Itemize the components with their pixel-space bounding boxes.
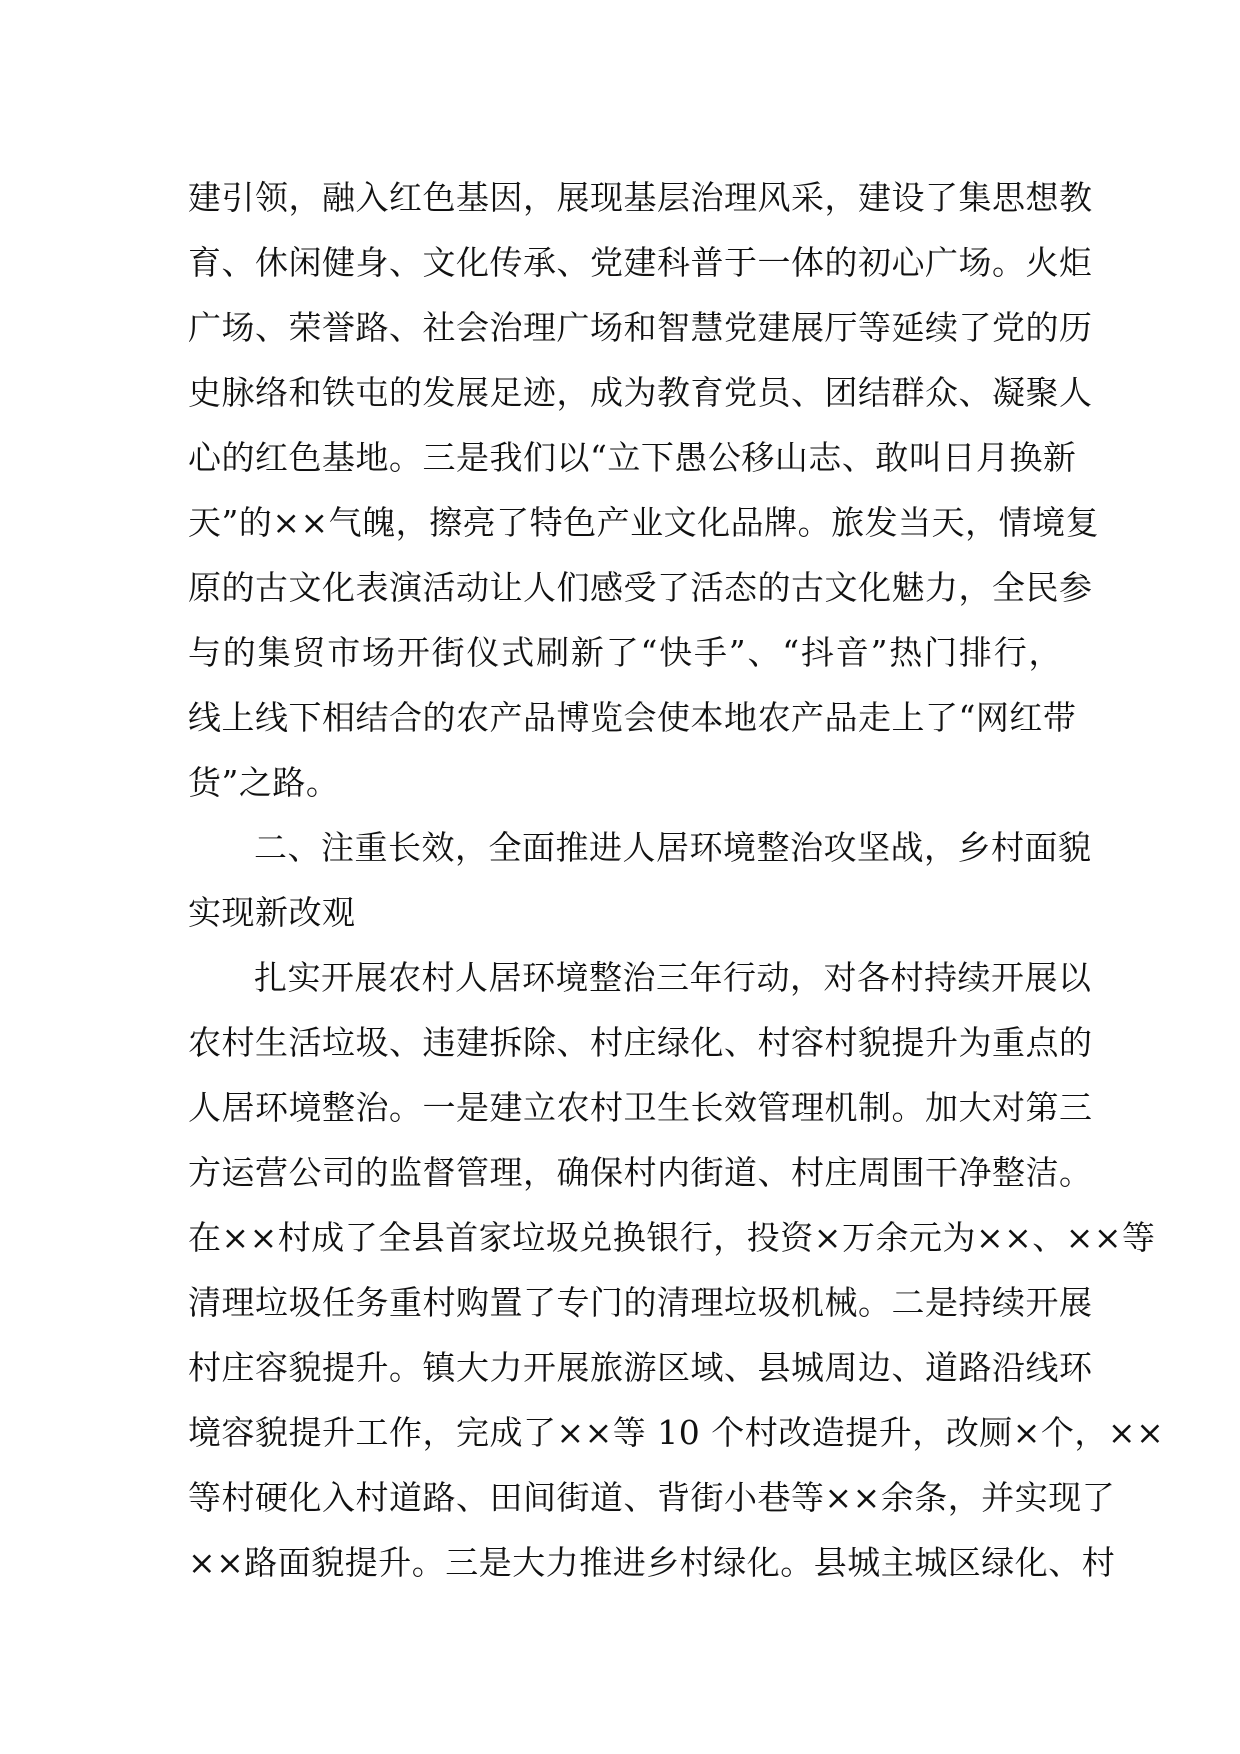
text-line: 育、休闲健身、文化传承、党建科普于一体的初心广场。火炬 — [188, 243, 1093, 282]
text-line: 在××村成了全县首家垃圾兑换银行，投资×万余元为××、××等 — [188, 1218, 1156, 1257]
text-line: 等村硬化入村道路、田间街道、背街小巷等××余条，并实现了 — [188, 1478, 1116, 1517]
body-text — [188, 165, 1165, 1595]
text-line: 扎实开展农村人居环境整治三年行动，对各村持续开展以 — [254, 958, 1092, 997]
text-line: 实现新改观 — [188, 893, 356, 932]
text-line: 方运营公司的监督管理，确保村内街道、村庄周围干净整洁。 — [188, 1153, 1093, 1192]
text-line: 境容貌提升工作，完成了××等 10 个村改造提升，改厕×个，×× — [188, 1413, 1165, 1452]
text-line: 建引领，融入红色基因，展现基层治理风采，建设了集思想教 — [188, 178, 1093, 217]
text-line: 农村生活垃圾、违建拆除、村庄绿化、村容村貌提升为重点的 — [188, 1023, 1093, 1062]
text-line: 与的集贸市场开街仪式刷新了“快手”、“抖音”热门排行， — [188, 633, 1062, 672]
text-line: 线上线下相结合的农产品博览会使本地农产品走上了“网红带 — [188, 698, 1077, 737]
text-line: ××路面貌提升。三是大力推进乡村绿化。县城主城区绿化、村 — [188, 1543, 1116, 1582]
text-line: 天”的××气魄，擦亮了特色产业文化品牌。旅发当天，情境复 — [188, 503, 1100, 542]
text-line: 货”之路。 — [188, 763, 340, 802]
text-line: 广场、荣誉路、社会治理广场和智慧党建展厅等延续了党的历 — [188, 308, 1093, 347]
text-line: 心的红色基地。三是我们以“立下愚公移山志、敢叫日月换新 — [188, 438, 1077, 477]
text-line: 人居环境整治。一是建立农村卫生长效管理机制。加大对第三 — [188, 1088, 1093, 1127]
text-line: 史脉络和铁屯的发展足迹，成为教育党员、团结群众、凝聚人 — [188, 373, 1093, 412]
text-line: 原的古文化表演活动让人们感受了活态的古文化魅力，全民参 — [188, 568, 1093, 607]
text-line: 清理垃圾任务重村购置了专门的清理垃圾机械。二是持续开展 — [188, 1283, 1093, 1322]
text-line: 二、注重长效，全面推进人居环境整治攻坚战，乡村面貌 — [254, 828, 1092, 867]
text-line: 村庄容貌提升。镇大力开展旅游区域、县城周边、道路沿线环 — [188, 1348, 1093, 1387]
